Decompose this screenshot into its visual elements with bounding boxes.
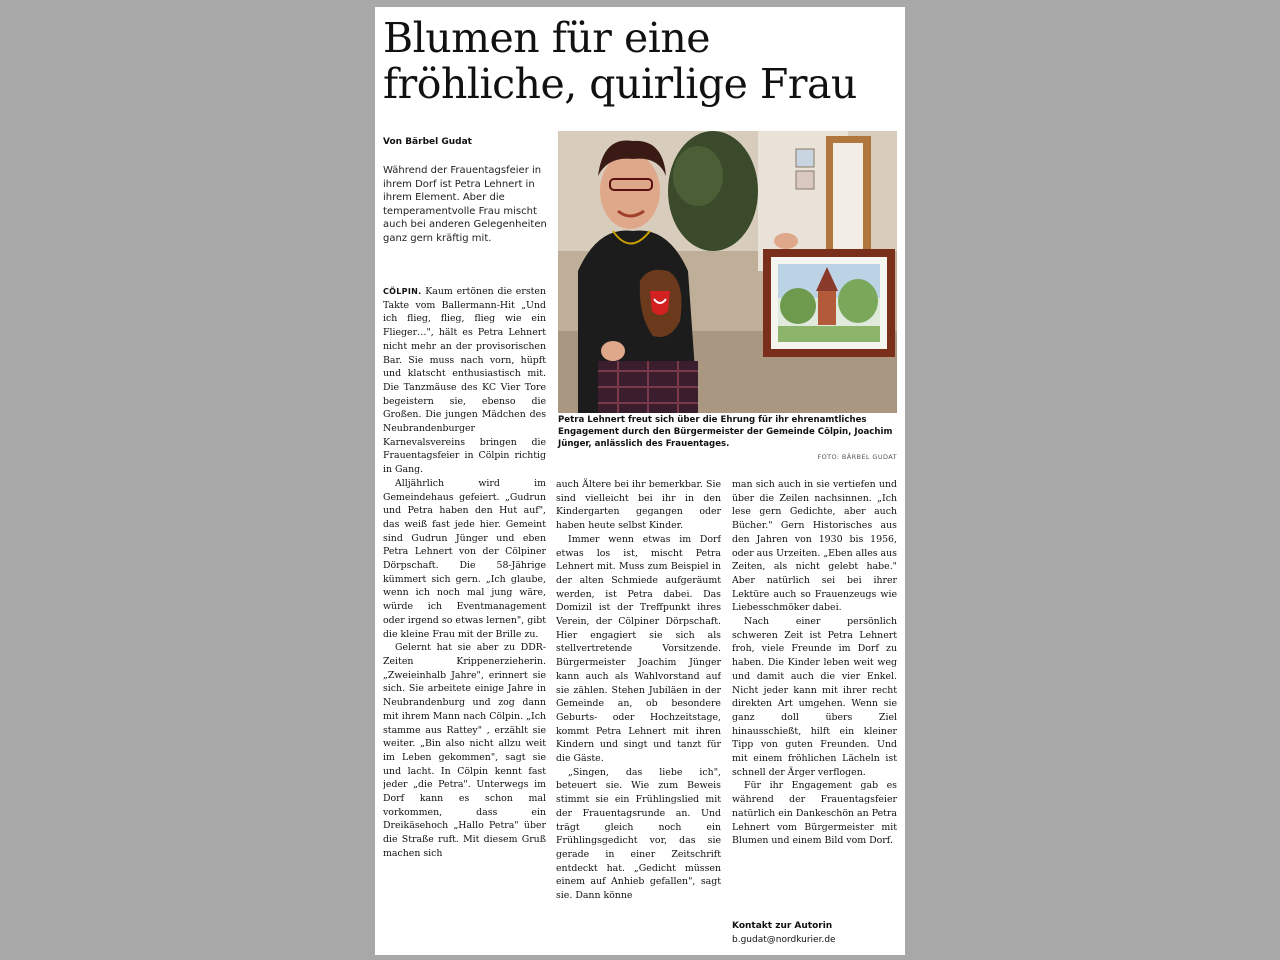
photo-credit: FOTO: BÄRBEL GUDAT bbox=[817, 453, 897, 461]
contact-email: b.gudat@nordkurier.de bbox=[732, 935, 836, 945]
article-paragraph: Gelernt hat sie aber zu DDR-Zeiten Krippenerzieherin. „Zweieinhalb Jahre", erinnert sie sich. Sie arbeitete einige Jahre in Neubrandenburg und zog dann mit ihrem Mann nach Cölpin. „Ich stamme aus Rattey" , erzählt sie weiter. „Bin also nicht allzu weit im Leben gekommen", sagt sie und lacht. In Cölpin kennt fast jeder „die Petra". Unterwegs im Dorf kann es schon mal vorkommen, dass ein Dreikäsehoch „Hallo Petra" über die Straße ruft. Mit diesem Gruß machen sich bbox=[383, 642, 546, 859]
newspaper-clipping bbox=[375, 7, 905, 955]
article-column-3 bbox=[732, 478, 897, 928]
article-paragraph: auch Ältere bei ihr bemerkbar. Sie sind vielleicht bei ihr in den Kindergarten gegangen oder haben heute selbst Kinder. bbox=[556, 479, 721, 532]
dateline: CÖLPIN. bbox=[383, 287, 422, 296]
contact-heading: Kontakt zur Autorin bbox=[732, 921, 833, 931]
article-photo bbox=[558, 131, 897, 413]
article-byline: Von Bärbel Gudat bbox=[383, 137, 472, 147]
article-paragraph: Alljährlich wird im Gemeindehaus gefeiert. „Gudrun und Petra haben den Hut auf", das weiß fast jede hier. Gemeint sind Gudrun Jünger und eben Petra Lehnert von der Cölpiner Dörpschaft. Die 58-Jährige kümmert sich gern. „Ich glaube, wenn ich noch mal jung wäre, würde ich Eventmanagement oder irgend so etwas lernen", gibt die kleine Frau mit der Brille zu. bbox=[383, 477, 546, 640]
article-paragraph: Immer wenn etwas im Dorf etwas los ist, mischt Petra Lehnert mit. Muss zum Beispiel in der alten Schmiede aufgeräumt werden, ist Petra dabei. Das Domizil ist der Treffpunkt ihres Verein, der Cölpiner Dörpschaft. Hier engagiert sie sich als stellvertretende Vorsitzende. Bürgermeister Joachim Jünger kann auch als Wahlvorstand auf sie zählen. Stehen Jubiläen in der Gemeinde an, ob besondere Geburts- oder Hochzeitstage, kommt Petra Lehnert mit ihren Kindern und singt und tanzt für die Gäste. bbox=[556, 533, 721, 765]
article-headline: Blumen für eine fröhliche, quirlige Frau bbox=[383, 14, 857, 108]
article-paragraph: Für ihr Engagement gab es während der Frauentagsfeier natürlich ein Dankeschön an Petra Lehnert vom Bürgermeister mit Blumen und einem Bild vom Dorf. bbox=[732, 780, 897, 847]
article-paragraph: man sich auch in sie vertiefen und über die Zeilen nachsinnen. „Ich lese gern Gedichte, aber auch Bücher." Gern Historisches aus den Jahren von 1930 bis 1956, oder aus Urzeiten. „Eben alles aus Zeiten, als nicht gelebt habe." Aber natürlich sei bei ihrer Lektüre auch so Frauenzeugs wie Liebesschmöker dabei. bbox=[732, 479, 897, 614]
article-column-2 bbox=[556, 478, 721, 953]
article-column-1 bbox=[383, 285, 546, 953]
photo-caption: Petra Lehnert freut sich über die Ehrung für ihr ehrenamtliches Engagement durch den Bürgermeister der Gemeinde Cölpin, Joachim Jünger, anlässlich des Frauentages. bbox=[558, 415, 893, 449]
paragraph-text: Kaum ertönen die ersten Takte vom Ballermann-Hit „Und ich flieg, flieg, flieg wie ein Flieger…", hält es Petra Lehnert nicht mehr an der provisorischen Bar. Sie muss nach vorn, hüpft und klatscht enthusiastisch mit. Die Tanzmäuse des KC Vier Tore begeistern sie, ebenso die Großen. Die jungen Mädchen des Neubrandenburger Karnevalsvereins bringen die Frauentagsfeier in Cölpin richtig in Gang. bbox=[383, 286, 546, 476]
article-paragraph bbox=[383, 285, 546, 477]
article-paragraph: „Singen, das liebe ich", beteuert sie. Wie zum Beweis stimmt sie ein Frühlingslied mit der Frauentagsrunde an. Und trägt gleich noch ein Frühlingsgedicht vor, das sie gerade in einer Zeitschrift entdeckt hat. „Gedicht müssen einem auf Anhieb gefallen", sagt sie. Dann könne bbox=[556, 766, 721, 902]
article-intro: Während der Frauentagsfeier in ihrem Dorf ist Petra Lehnert in ihrem Element. Aber die temperamentvolle Frau mischt auch bei anderen Gelegenheiten ganz gern kräftig mit. bbox=[383, 165, 547, 244]
article-paragraph: Nach einer persönlich schweren Zeit ist Petra Lehnert froh, viele Freunde im Dorf zu haben. Die Kinder leben weit weg und damit auch die vier Enkel. Nicht jeder kann mit ihrer recht direkten Art umgehen. Wenn sie ganz doll übers Ziel hinausschießt, hilft ein kleiner Tipp von guten Freunden. Und mit einem fröhlichen Lächeln ist schnell der Ärger verflogen. bbox=[732, 616, 897, 778]
photo-illustration bbox=[558, 131, 897, 413]
